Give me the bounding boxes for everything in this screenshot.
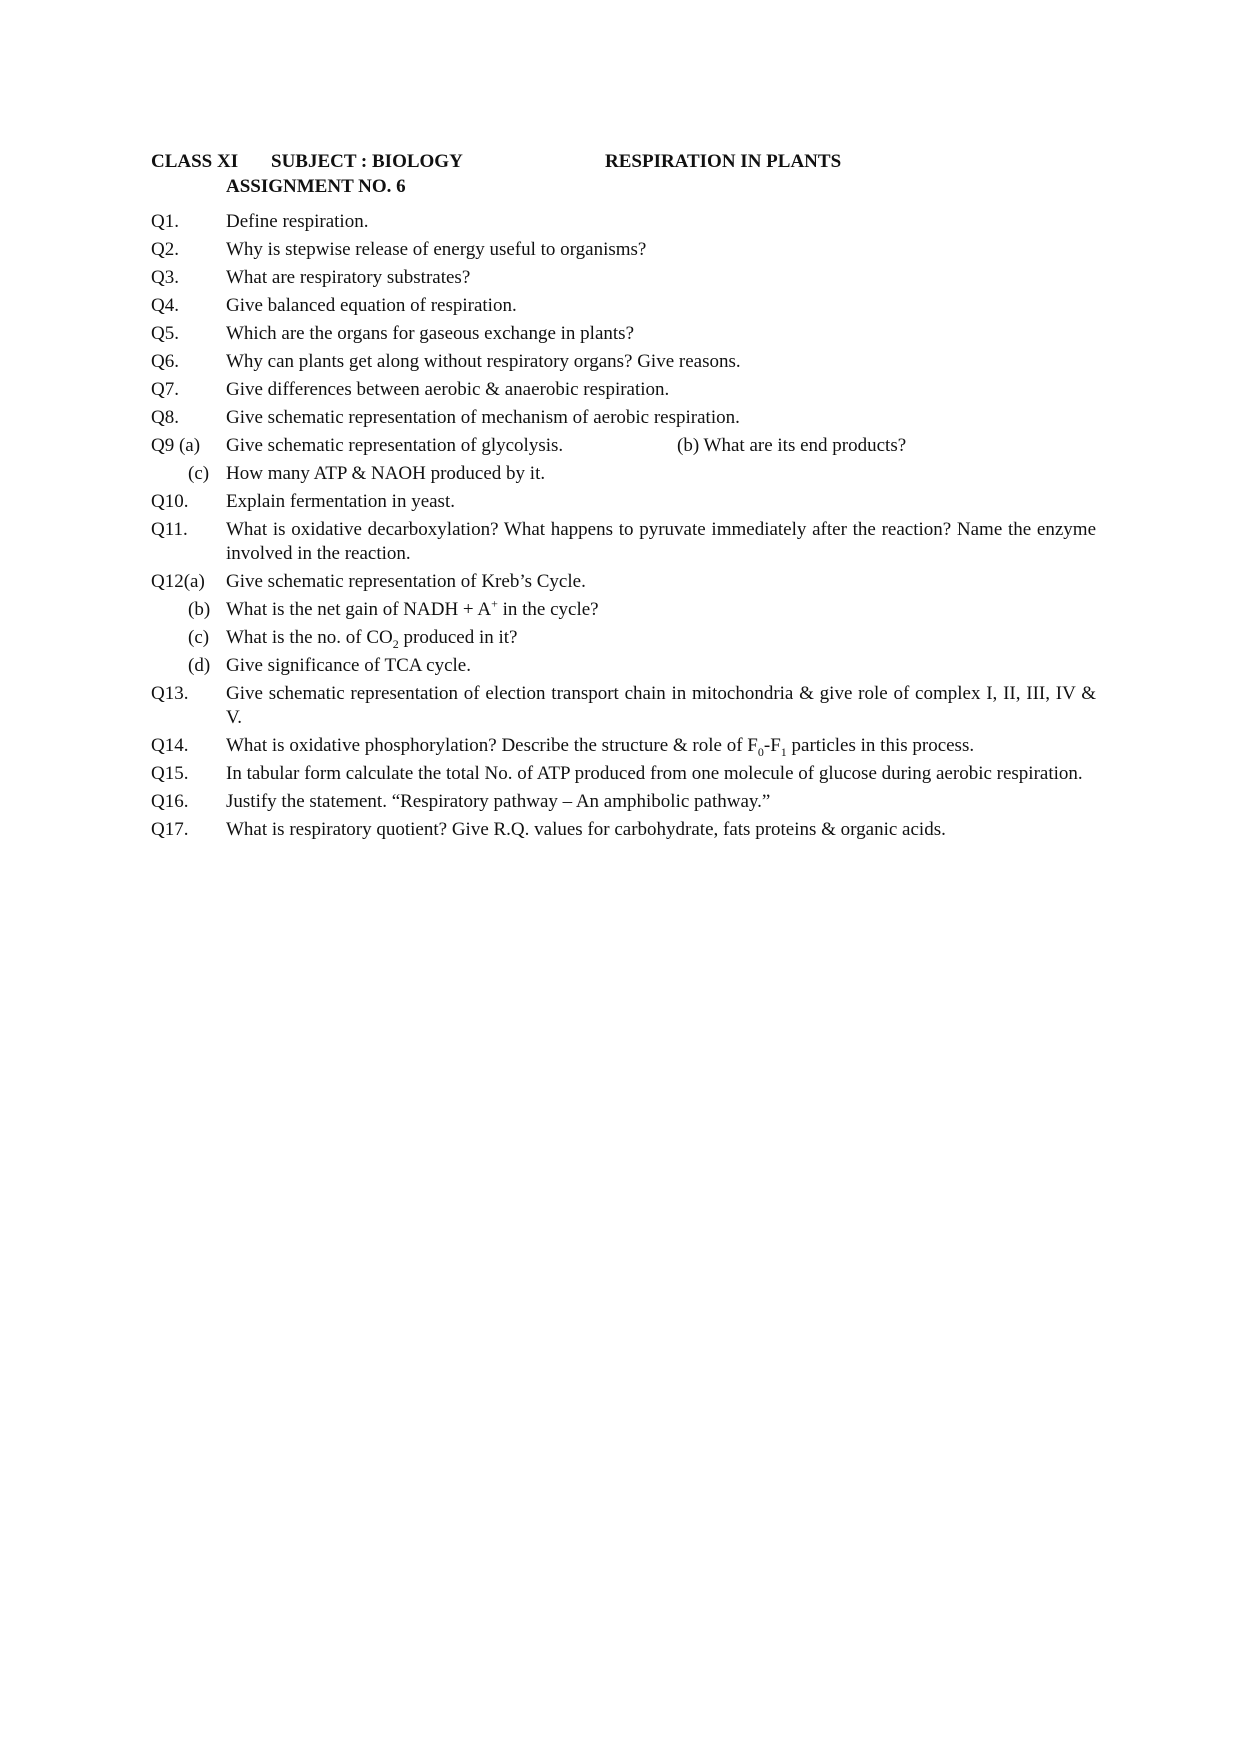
subscript: 0 <box>757 744 764 759</box>
superscript: + <box>491 596 498 611</box>
question-text: Why is stepwise release of energy useful to organisms? <box>226 239 647 260</box>
question-text <box>226 626 1096 654</box>
question-text: Give balanced equation of respiration. <box>226 295 517 316</box>
question-item <box>151 570 1096 598</box>
question-text: What is oxidative decarboxylation? What happens to pyruvate immediately after the reaction? Name the enzyme involved in the reaction. <box>226 519 1096 564</box>
assignment-number: ASSIGNMENT NO. 6 <box>226 176 406 197</box>
text-segment: in the cycle? <box>497 599 599 620</box>
question-item <box>151 294 1096 322</box>
topic-title: RESPIRATION IN PLANTS <box>605 151 842 172</box>
question-item <box>151 734 1096 762</box>
question-item <box>151 266 1096 294</box>
text-segment: produced in it? <box>398 627 518 648</box>
question-item <box>151 654 1096 682</box>
question-text: Give schematic representation of Kreb’s Cycle. <box>226 571 586 592</box>
question-item <box>151 434 1096 462</box>
question-text: What is respiratory quotient? Give R.Q. values for carbohydrate, fats proteins & organic acids. <box>226 819 946 840</box>
question-text: Which are the organs for gaseous exchange in plants? <box>226 323 634 344</box>
question-number: Q11. <box>151 519 188 540</box>
question-subpart-label: (c) <box>188 627 210 648</box>
subscript: 2 <box>392 636 399 651</box>
question-item <box>151 406 1096 434</box>
question-number: Q3. <box>151 267 179 288</box>
question-text: Why can plants get along without respiratory organs? Give reasons. <box>226 351 741 372</box>
question-text: Give schematic representation of mechanism of aerobic respiration. <box>226 407 740 428</box>
question-number: Q5. <box>151 323 179 344</box>
question-item <box>151 518 1096 570</box>
question-item <box>151 762 1096 790</box>
question-text: Justify the statement. “Respiratory pathway – An amphibolic pathway.” <box>226 791 771 812</box>
question-number: Q4. <box>151 295 179 316</box>
text-segment: What is the net gain of NADH + A <box>226 599 492 620</box>
question-item <box>151 210 1096 238</box>
question-item <box>151 322 1096 350</box>
question-item <box>151 378 1096 406</box>
subscript: 1 <box>780 744 787 759</box>
question-item <box>151 238 1096 266</box>
question-text <box>226 434 1096 462</box>
question-number: Q14. <box>151 735 189 756</box>
question-number: Q9 (a) <box>151 435 201 456</box>
question-text <box>226 598 1096 626</box>
question-item <box>151 462 1096 490</box>
document-header <box>151 150 1096 200</box>
text-segment: What is oxidative phosphorylation? Describe the structure & role of F <box>226 735 758 756</box>
question-number: Q12(a) <box>151 571 205 592</box>
question-text: Give significance of TCA cycle. <box>226 655 471 676</box>
question-number: Q17. <box>151 819 189 840</box>
question-text: Give schematic representation of election transport chain in mitochondria & give role of complex I, II, III, IV & V. <box>226 683 1096 728</box>
question-text: Give differences between aerobic & anaerobic respiration. <box>226 379 670 400</box>
question-item <box>151 790 1096 818</box>
text-segment: particles in this process. <box>786 735 975 756</box>
question-item <box>151 598 1096 626</box>
assignment-page <box>151 150 1096 846</box>
question-text: In tabular form calculate the total No. of ATP produced from one molecule of glucose during aerobic respiration. <box>226 763 1083 784</box>
question-text: Define respiration. <box>226 211 369 232</box>
question-text: Explain fermentation in yeast. <box>226 491 455 512</box>
question-number: Q15. <box>151 763 189 784</box>
question-number: Q1. <box>151 211 179 232</box>
text-segment: What is the no. of CO <box>226 627 393 648</box>
question-subpart-label: (c) <box>188 463 210 484</box>
question-item <box>151 626 1096 654</box>
question-part-a: Give schematic representation of glycolysis. <box>226 435 564 456</box>
question-item <box>151 818 1096 846</box>
question-number: Q10. <box>151 491 189 512</box>
question-list <box>151 210 1096 846</box>
question-subpart-label: (b) <box>188 599 211 620</box>
text-segment: -F <box>763 735 781 756</box>
question-number: Q8. <box>151 407 179 428</box>
question-number: Q16. <box>151 791 189 812</box>
class-label: CLASS XI <box>151 151 239 172</box>
subject-label: SUBJECT : BIOLOGY <box>271 151 463 172</box>
question-text <box>226 734 1096 762</box>
question-subpart-label: (d) <box>188 655 211 676</box>
question-text: What are respiratory substrates? <box>226 267 471 288</box>
question-number: Q13. <box>151 683 189 704</box>
question-number: Q2. <box>151 239 179 260</box>
question-part-b: (b) What are its end products? <box>677 435 907 456</box>
question-item <box>151 350 1096 378</box>
question-number: Q6. <box>151 351 179 372</box>
question-text: How many ATP & NAOH produced by it. <box>226 463 546 484</box>
question-item <box>151 682 1096 734</box>
question-number: Q7. <box>151 379 179 400</box>
question-item <box>151 490 1096 518</box>
